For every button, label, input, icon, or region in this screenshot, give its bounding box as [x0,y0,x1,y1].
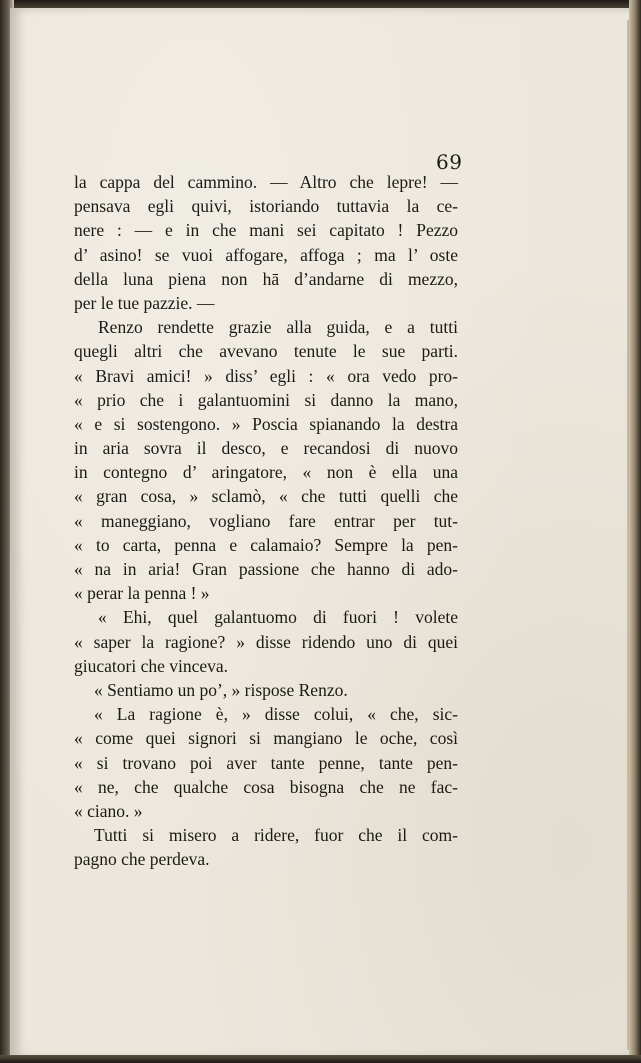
text-line: « e si sostengono. » Poscia spianando la destra [74,413,458,434]
bottom-edge-shadow [0,1055,641,1063]
text-line: d’ asino! se vuoi affogare, affoga ; ma l’ oste [74,244,458,265]
text-line: quegli altri che avevano tenute le sue parti. [74,341,458,362]
text-line: « prio che i galantuomini si danno la mano, [74,389,458,410]
text-line: « si trovano poi aver tante penne, tante pen- [74,752,458,773]
text-line: « na in aria! Gran passione che hanno di ado- [74,559,458,579]
text-line: « to carta, penna e calamaio? Sempre la pen- [74,534,458,555]
text-line: nere : — e in che mani sei capitato ! Pezzo [74,220,458,241]
text-line: in contegno d’ aringatore, « non è ella una [74,462,458,483]
text-line: « La ragione è, » disse colui, « che, sic- [94,704,458,725]
text-line: della luna piena non hā d’andarne di mezzo, [74,268,458,289]
text-line: « perar la penna ! » [74,583,210,604]
text-line: « ciano. » [74,800,143,821]
text-line: Renzo rendette grazie alla guida, e a tutti [98,317,458,338]
text-line: la cappa del cammino. — Altro che lepre! — [74,172,458,192]
page-number: 69 [436,150,463,174]
text-line: giucatori che vinceva. [74,655,229,676]
text-line: pensava egli quivi, istoriando tuttavia la ce- [74,196,458,217]
fore-edge [629,0,641,1063]
text-line: « saper la ragione? » disse ridendo uno di quei [74,631,458,652]
text-line: « Ehi, quel galantuomo di fuori ! volete [98,607,458,628]
text-line: pagno che perdeva. [74,849,210,870]
text-line: « ne, che qualche cosa bisogna che ne fac- [74,776,458,797]
text-line: « Bravi amici! » diss’ egli : « ora vedo pro- [74,365,458,386]
text-line: in aria sovra il desco, e recandosi di nuovo [74,438,458,459]
text-line: « maneggiano, vogliano fare entrar per tut- [74,510,458,531]
text-line: Tutti si misero a ridere, fuor che il com- [94,825,458,846]
text-line: « Sentiamo un po’, » rispose Renzo. [94,679,348,700]
text-line: per le tue pazzie. — [74,292,215,313]
body-text [74,170,458,871]
text-line: « gran cosa, » sclamò, « che tutti quelli che [74,486,458,507]
text-line: « come quei signori si mangiano le oche, così [74,728,458,749]
